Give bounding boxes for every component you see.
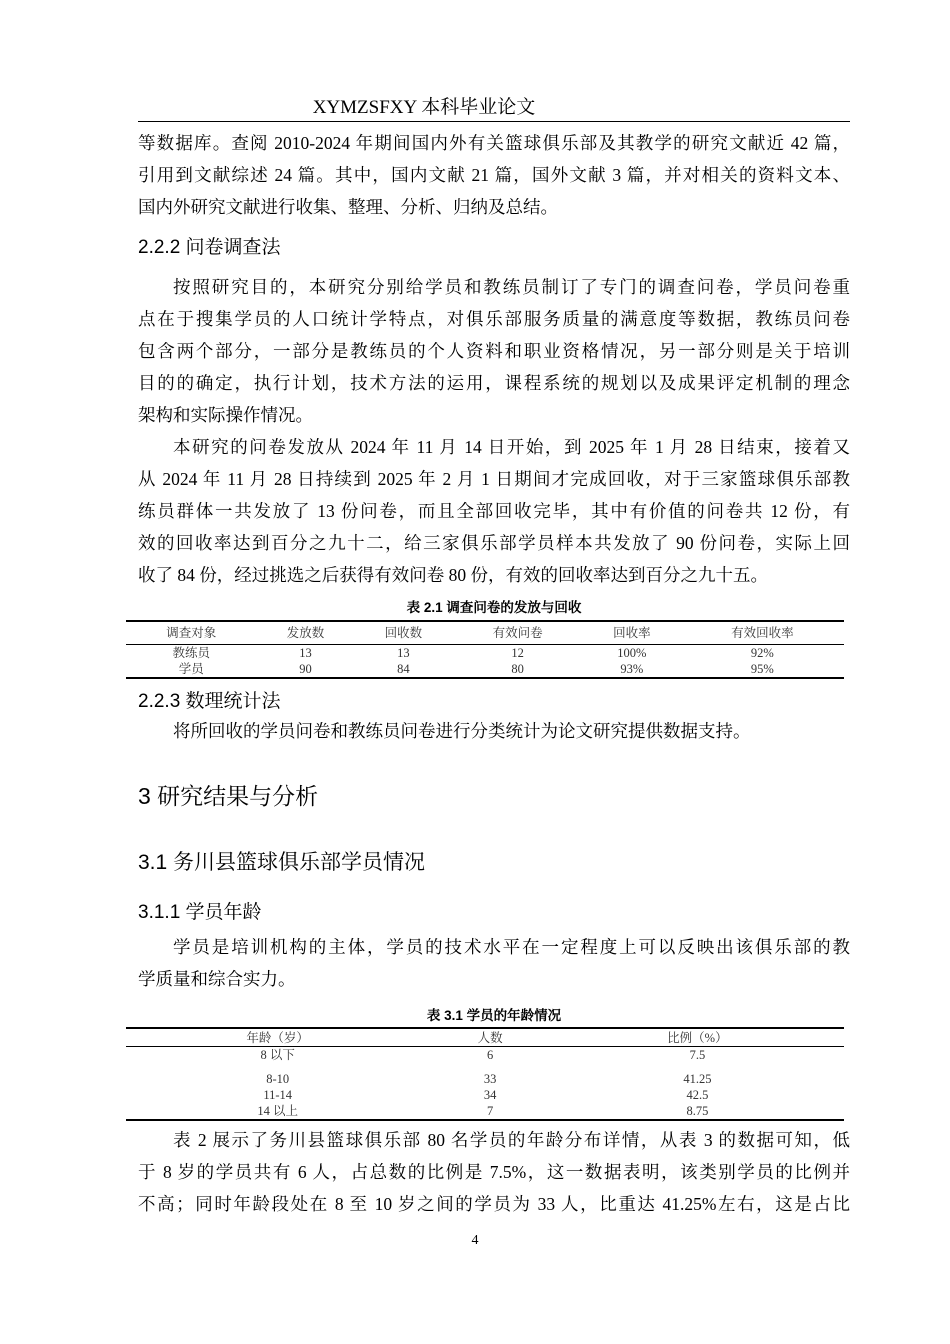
text-line: 学员是培训机构的主体，学员的技术水平在一定程度上可以反映出该俱乐部的教 (173, 937, 850, 957)
cell: 12 (511, 646, 524, 660)
text-line: 从 2024 年 11 月 28 日持续到 2025 年 2 月 1 日期间才完成回收，对于三家篮球俱乐部教 (138, 469, 850, 489)
header-cell: 人数 (429, 1028, 550, 1047)
cell: 84 (397, 662, 410, 676)
table-row (126, 1047, 844, 1071)
section-heading-2-2-3: 2.2.3 数理统计法 (138, 691, 281, 712)
cell: 100% (617, 646, 647, 660)
cell: 14 以上 (257, 1103, 298, 1118)
text-line: 不高；同时年龄段处在 8 至 10 岁之间的学员为 33 人，比重达 41.25%左右，这是占比 (138, 1194, 850, 1214)
table-row (126, 661, 844, 678)
header-cell: 比例（%） (551, 1028, 844, 1047)
cell: 教练员 (172, 646, 211, 660)
text-line: 按照研究目的，本研究分别给学员和教练员制订了专门的调查问卷，学员问卷重 (173, 277, 850, 297)
cell: 8.75 (686, 1103, 709, 1118)
text-line: 本研究的问卷发放从 2024 年 11 月 14 日开始，到 2025 年 1 月 28 日结束，接着又 (173, 437, 850, 457)
cell: 80 (511, 662, 524, 676)
cell: 6 (486, 1048, 494, 1062)
cell: 90 (299, 662, 312, 676)
text-line: 目的的确定，执行计划，技术方法的运用，课程系统的规划以及成果评定机制的理念 (138, 373, 850, 393)
table-row (126, 645, 844, 662)
page-header: XYMZSFXY 本科毕业论文 (312, 97, 536, 118)
text-line: 于 8 岁的学员共有 6 人，占总数的比例是 7.5%，这一数据表明，该类别学员的比例并 (138, 1162, 850, 1182)
cell: 7.5 (689, 1048, 706, 1062)
text-line: 等数据库。查阅 2010-2024 年期间国内外有关篮球俱乐部及其教学的研究文献近 42 篇， (138, 133, 850, 153)
header-cell: 有效回收率 (681, 621, 844, 645)
header-cell: 回收率 (583, 621, 681, 645)
section-heading-3-1-1: 3.1.1 学员年龄 (138, 902, 262, 923)
text-line: 包含两个部分，一部分是教练员的个人资料和职业资格情况，另一部分则是关于培训 (138, 341, 850, 361)
text-line: 表 2 展示了务川县篮球俱乐部 80 名学员的年龄分布详情，从表 3 的数据可知，低 (173, 1130, 850, 1150)
page-number: 4 (471, 1233, 479, 1248)
text-line: 架构和实际操作情况。 (138, 405, 313, 425)
table-row (126, 1071, 844, 1087)
text-line: 收了 84 份，经过挑选之后获得有效问卷 80 份，有效的回收率达到百分之九十五。 (138, 565, 768, 585)
cell: 92% (750, 646, 774, 660)
section-heading-3-1: 3.1 务川县篮球俱乐部学员情况 (138, 851, 426, 874)
header-cell: 年龄（岁） (126, 1028, 429, 1047)
table-header-row (126, 621, 844, 645)
table-caption: 表 2.1 调查问卷的发放与回收 (406, 600, 582, 615)
header-cell: 有效问卷 (452, 621, 583, 645)
cell: 93% (620, 662, 644, 676)
table-row (126, 1087, 844, 1103)
cell: 13 (299, 646, 312, 660)
section-heading-2-2-2: 2.2.2 问卷调查法 (138, 237, 281, 258)
text-line: 练员群体一共发放了 13 份问卷，而且全部回收完毕，其中有价值的问卷共 12 份，有 (138, 501, 850, 521)
cell: 95% (750, 662, 774, 676)
header-rule (138, 121, 850, 122)
cell: 33 (483, 1071, 497, 1086)
cell: 11-14 (263, 1087, 293, 1102)
text-line: 将所回收的学员问卷和教练员问卷进行分类统计为论文研究提供数据支持。 (173, 721, 751, 741)
text-line: 引用到文献综述 24 篇。其中，国内文献 21 篇，国外文献 3 篇，并对相关的资料文本、 (138, 165, 850, 185)
text-line: 学质量和综合实力。 (138, 969, 296, 989)
text-line: 效的回收率达到百分之九十二，给三家俱乐部学员样本共发放了 90 份问卷，实际上回 (138, 533, 850, 553)
cell: 34 (483, 1087, 497, 1102)
age-table (126, 1027, 844, 1121)
cell: 8-10 (266, 1071, 290, 1086)
survey-table (126, 620, 844, 679)
header-cell: 调查对象 (126, 621, 257, 645)
text-line: 点在于搜集学员的人口统计学特点，对俱乐部服务质量的满意度等数据，教练员问卷 (138, 309, 850, 329)
header-cell: 回收数 (354, 621, 452, 645)
table-caption: 表 3.1 学员的年龄情况 (426, 1008, 562, 1023)
text-line: 国内外研究文献进行收集、整理、分析、归纳及总结。 (138, 197, 558, 217)
cell: 13 (397, 646, 410, 660)
table-row (126, 1103, 844, 1120)
chapter-heading-3: 3 研究结果与分析 (138, 783, 319, 809)
header-cell: 发放数 (257, 621, 355, 645)
cell: 42.5 (686, 1087, 709, 1102)
table-header-row (126, 1028, 844, 1047)
cell: 学员 (178, 662, 204, 676)
cell: 8 以下 (260, 1048, 295, 1062)
cell: 41.25 (683, 1071, 712, 1086)
cell: 7 (486, 1103, 494, 1118)
